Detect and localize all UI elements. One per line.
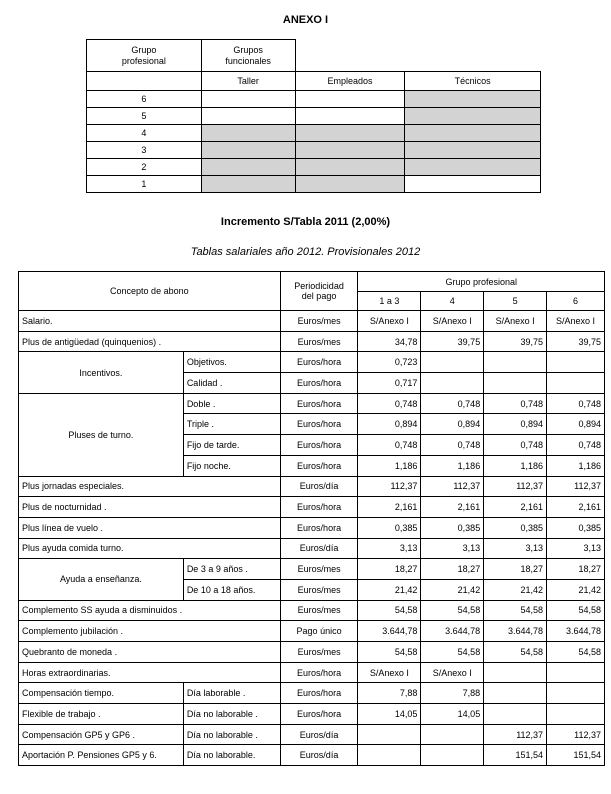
value-cell: 1,186 xyxy=(547,455,605,476)
concepto-header: Concepto de abono xyxy=(19,272,281,311)
period-cell: Euros/hora xyxy=(280,517,358,538)
value-cell: 1,186 xyxy=(421,455,484,476)
table-row xyxy=(19,621,605,642)
value-cell: 3.644,78 xyxy=(484,621,547,642)
concept-cell: Compensación GP5 y GP6 . xyxy=(19,724,184,745)
group-col-header: 6 xyxy=(547,292,605,311)
annex-row-label: 3 xyxy=(87,142,202,159)
value-cell: 0,385 xyxy=(484,517,547,538)
value-cell: 18,27 xyxy=(484,559,547,580)
value-cell: S/Anexo I xyxy=(358,311,421,332)
value-cell: 54,58 xyxy=(484,600,547,621)
period-cell: Euros/hora xyxy=(280,435,358,456)
table-row xyxy=(19,517,605,538)
subconcept-cell: Triple . xyxy=(183,414,280,435)
table-row xyxy=(19,559,605,580)
concept-cell: Horas extraordinarias. xyxy=(19,662,281,683)
value-cell: S/Anexo I xyxy=(484,311,547,332)
group-col-header: 1 a 3 xyxy=(358,292,421,311)
value-cell: 112,37 xyxy=(547,724,605,745)
value-cell: 0,748 xyxy=(547,435,605,456)
concept-cell: Plus de antigüedad (quinquenios) . xyxy=(19,331,281,352)
value-cell: 39,75 xyxy=(421,331,484,352)
table-row xyxy=(19,393,605,414)
table-row xyxy=(19,497,605,518)
concept-cell: Pluses de turno. xyxy=(19,393,184,476)
subconcept-cell: Día no laborable . xyxy=(183,704,280,725)
value-cell xyxy=(484,373,547,394)
value-cell xyxy=(547,683,605,704)
value-cell: 7,88 xyxy=(421,683,484,704)
value-cell: 0,748 xyxy=(547,393,605,414)
value-cell: 3.644,78 xyxy=(547,621,605,642)
period-cell: Euros/hora xyxy=(280,704,358,725)
annex-table xyxy=(86,39,541,193)
value-cell: 0,385 xyxy=(421,517,484,538)
value-cell xyxy=(547,662,605,683)
value-cell: 0,894 xyxy=(547,414,605,435)
value-cell: 54,58 xyxy=(547,642,605,663)
value-cell: 18,27 xyxy=(421,559,484,580)
value-cell: S/Anexo I xyxy=(421,311,484,332)
value-cell xyxy=(358,724,421,745)
period-cell: Euros/mes xyxy=(280,600,358,621)
value-cell: 3,13 xyxy=(358,538,421,559)
col-tecnicos: Técnicos xyxy=(405,72,541,91)
subconcept-cell: Día no laborable. xyxy=(183,745,280,766)
value-cell: 21,42 xyxy=(421,579,484,600)
table-row xyxy=(19,724,605,745)
subconcept-cell: Fijo de tarde. xyxy=(183,435,280,456)
value-cell xyxy=(547,373,605,394)
value-cell: 3,13 xyxy=(484,538,547,559)
subconcept-cell: Día no laborable . xyxy=(183,724,280,745)
value-cell xyxy=(484,683,547,704)
subconcept-cell: De 3 a 9 años . xyxy=(183,559,280,580)
table-row xyxy=(19,352,605,373)
value-cell: 151,54 xyxy=(547,745,605,766)
period-cell: Euros/hora xyxy=(280,455,358,476)
value-cell: 2,161 xyxy=(484,497,547,518)
value-cell: 54,58 xyxy=(421,600,484,621)
table-row xyxy=(19,745,605,766)
value-cell xyxy=(421,745,484,766)
value-cell: 14,05 xyxy=(358,704,421,725)
value-cell xyxy=(547,352,605,373)
value-cell xyxy=(421,724,484,745)
value-cell: 0,894 xyxy=(484,414,547,435)
value-cell xyxy=(484,352,547,373)
value-cell: 3,13 xyxy=(421,538,484,559)
value-cell: 112,37 xyxy=(421,476,484,497)
value-cell: 0,385 xyxy=(547,517,605,538)
subconcept-cell: Objetivos. xyxy=(183,352,280,373)
value-cell: 0,748 xyxy=(484,435,547,456)
table-row xyxy=(19,331,605,352)
value-cell: 54,58 xyxy=(484,642,547,663)
value-cell: 0,748 xyxy=(484,393,547,414)
tables-title: Tablas salariales año 2012. Provisionales 2012 xyxy=(190,246,421,258)
value-cell: 0,748 xyxy=(358,393,421,414)
subconcept-cell: De 10 a 18 años. xyxy=(183,579,280,600)
value-cell: 112,37 xyxy=(484,476,547,497)
annex-row-label: 1 xyxy=(87,176,202,193)
value-cell xyxy=(484,704,547,725)
period-cell: Euros/hora xyxy=(280,352,358,373)
table-row xyxy=(19,311,605,332)
concept-cell: Ayuda a enseñanza. xyxy=(19,559,184,600)
annex-row-label: 2 xyxy=(87,159,202,176)
subconcept-cell: Doble . xyxy=(183,393,280,414)
value-cell: S/Anexo I xyxy=(421,662,484,683)
period-cell: Euros/mes xyxy=(280,331,358,352)
value-cell: 3,13 xyxy=(547,538,605,559)
value-cell: 1,186 xyxy=(484,455,547,476)
table-row xyxy=(19,642,605,663)
period-cell: Euros/día xyxy=(280,724,358,745)
value-cell: 39,75 xyxy=(547,331,605,352)
value-cell: 54,58 xyxy=(358,600,421,621)
annex-title: ANEXO I xyxy=(282,14,329,26)
concept-cell: Incentivos. xyxy=(19,352,184,393)
value-cell: 151,54 xyxy=(484,745,547,766)
value-cell xyxy=(358,745,421,766)
period-cell: Pago único xyxy=(280,621,358,642)
period-cell: Euros/hora xyxy=(280,393,358,414)
concept-cell: Plus jornadas especiales. xyxy=(19,476,281,497)
annex-row-label: 5 xyxy=(87,108,202,125)
period-cell: Euros/mes xyxy=(280,642,358,663)
value-cell: 0,748 xyxy=(421,435,484,456)
grupo-header: Grupo profesional xyxy=(358,272,605,292)
value-cell: 0,894 xyxy=(421,414,484,435)
subconcept-cell: Fijo noche. xyxy=(183,455,280,476)
value-cell: 0,717 xyxy=(358,373,421,394)
value-cell: 112,37 xyxy=(358,476,421,497)
value-cell: 1,186 xyxy=(358,455,421,476)
concept-cell: Plus de nocturnidad . xyxy=(19,497,281,518)
annex-row-label: 6 xyxy=(87,91,202,108)
value-cell: 54,58 xyxy=(547,600,605,621)
value-cell: S/Anexo I xyxy=(358,662,421,683)
increment-title: Incremento S/Tabla 2011 (2,00%) xyxy=(220,216,391,228)
value-cell xyxy=(484,662,547,683)
concept-cell: Salario. xyxy=(19,311,281,332)
periodicidad-header: Periodicidad del pago xyxy=(280,272,358,311)
value-cell: 54,58 xyxy=(358,642,421,663)
value-cell: 3.644,78 xyxy=(421,621,484,642)
concept-cell: Flexible de trabajo . xyxy=(19,704,184,725)
value-cell: 2,161 xyxy=(358,497,421,518)
table-row xyxy=(19,538,605,559)
grupos-funcionales-header: Grupos funcionales xyxy=(201,40,295,72)
value-cell: S/Anexo I xyxy=(547,311,605,332)
table-row xyxy=(19,476,605,497)
salary-table xyxy=(18,271,605,766)
period-cell: Euros/hora xyxy=(280,497,358,518)
value-cell: 14,05 xyxy=(421,704,484,725)
value-cell: 54,58 xyxy=(421,642,484,663)
period-cell: Euros/día xyxy=(280,538,358,559)
period-cell: Euros/mes xyxy=(280,559,358,580)
period-cell: Euros/día xyxy=(280,745,358,766)
concept-cell: Quebranto de moneda . xyxy=(19,642,281,663)
value-cell: 21,42 xyxy=(358,579,421,600)
period-cell: Euros/mes xyxy=(280,311,358,332)
subconcept-cell: Calidad . xyxy=(183,373,280,394)
value-cell: 3.644,78 xyxy=(358,621,421,642)
value-cell xyxy=(547,704,605,725)
value-cell: 112,37 xyxy=(547,476,605,497)
subconcept-cell: Día laborable . xyxy=(183,683,280,704)
value-cell: 0,748 xyxy=(358,435,421,456)
value-cell xyxy=(421,352,484,373)
period-cell: Euros/hora xyxy=(280,662,358,683)
value-cell: 0,894 xyxy=(358,414,421,435)
period-cell: Euros/hora xyxy=(280,414,358,435)
value-cell: 0,748 xyxy=(421,393,484,414)
group-col-header: 5 xyxy=(484,292,547,311)
value-cell: 18,27 xyxy=(358,559,421,580)
value-cell: 18,27 xyxy=(547,559,605,580)
value-cell: 0,723 xyxy=(358,352,421,373)
value-cell: 2,161 xyxy=(421,497,484,518)
concept-cell: Compensación tiempo. xyxy=(19,683,184,704)
value-cell: 2,161 xyxy=(547,497,605,518)
concept-cell: Aportación P. Pensiones GP5 y 6. xyxy=(19,745,184,766)
table-row xyxy=(19,662,605,683)
col-taller: Taller xyxy=(201,72,295,91)
group-col-header: 4 xyxy=(421,292,484,311)
period-cell: Euros/hora xyxy=(280,373,358,394)
table-row xyxy=(19,704,605,725)
period-cell: Euros/día xyxy=(280,476,358,497)
col-empleados: Empleados xyxy=(295,72,405,91)
value-cell: 112,37 xyxy=(484,724,547,745)
table-row xyxy=(19,600,605,621)
value-cell xyxy=(421,373,484,394)
table-row xyxy=(19,683,605,704)
concept-cell: Plus línea de vuelo . xyxy=(19,517,281,538)
concept-cell: Complemento SS ayuda a disminuidos . xyxy=(19,600,281,621)
concept-cell: Complemento jubilación . xyxy=(19,621,281,642)
value-cell: 34,78 xyxy=(358,331,421,352)
grupo-profesional-header: Grupo profesional xyxy=(87,40,202,72)
value-cell: 21,42 xyxy=(547,579,605,600)
value-cell: 0,385 xyxy=(358,517,421,538)
value-cell: 21,42 xyxy=(484,579,547,600)
period-cell: Euros/hora xyxy=(280,683,358,704)
value-cell: 39,75 xyxy=(484,331,547,352)
annex-row-label: 4 xyxy=(87,125,202,142)
period-cell: Euros/mes xyxy=(280,579,358,600)
value-cell: 7,88 xyxy=(358,683,421,704)
concept-cell: Plus ayuda comida turno. xyxy=(19,538,281,559)
